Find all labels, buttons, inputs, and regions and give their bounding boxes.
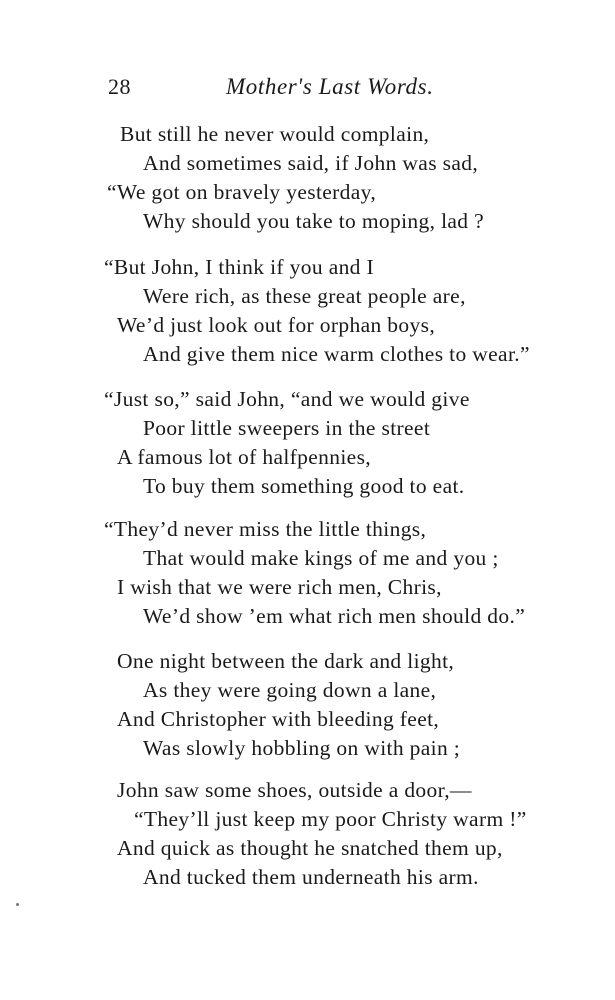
verse-line: Were rich, as these great people are,	[143, 284, 466, 308]
verse-line: But still he never would complain,	[120, 122, 430, 146]
verse-line: A famous lot of halfpennies,	[117, 445, 372, 469]
verse-line: We’d show ’em what rich men should do.”	[143, 604, 526, 628]
page-header	[108, 74, 468, 104]
verse-line: Why should you take to moping, lad ?	[143, 209, 485, 233]
verse-line: Poor little sweepers in the street	[143, 416, 431, 440]
verse-line: And give them nice warm clothes to wear.”	[143, 342, 530, 366]
verse-line: “But John, I think if you and I	[104, 255, 375, 279]
verse-line: To buy them something good to eat.	[143, 474, 465, 498]
verse-line: One night between the dark and light,	[117, 649, 455, 673]
verse-line: And Christopher with bleeding feet,	[117, 707, 440, 731]
verse-line: As they were going down a lane,	[143, 678, 437, 702]
verse-line: “They’d never miss the little things,	[104, 517, 427, 541]
verse-line: We’d just look out for orphan boys,	[117, 313, 436, 337]
verse-line: “They’ll just keep my poor Christy warm !”	[134, 807, 527, 831]
verse-line: That would make kings of me and you ;	[143, 546, 499, 570]
paper-speck	[16, 903, 19, 906]
verse-line: And sometimes said, if John was sad,	[143, 151, 479, 175]
verse-line: And tucked them underneath his arm.	[143, 865, 479, 889]
verse-line: John saw some shoes, outside a door,—	[117, 778, 472, 802]
verse-line: “Just so,” said John, “and we would give	[104, 387, 470, 411]
page-number: 28	[108, 74, 131, 99]
running-title: Mother's Last Words.	[226, 74, 434, 99]
verse-line: “We got on bravely yesterday,	[107, 180, 377, 204]
verse-line: I wish that we were rich men, Chris,	[117, 575, 442, 599]
verse-line: And quick as thought he snatched them up,	[117, 836, 503, 860]
verse-line: Was slowly hobbling on with pain ;	[143, 736, 461, 760]
